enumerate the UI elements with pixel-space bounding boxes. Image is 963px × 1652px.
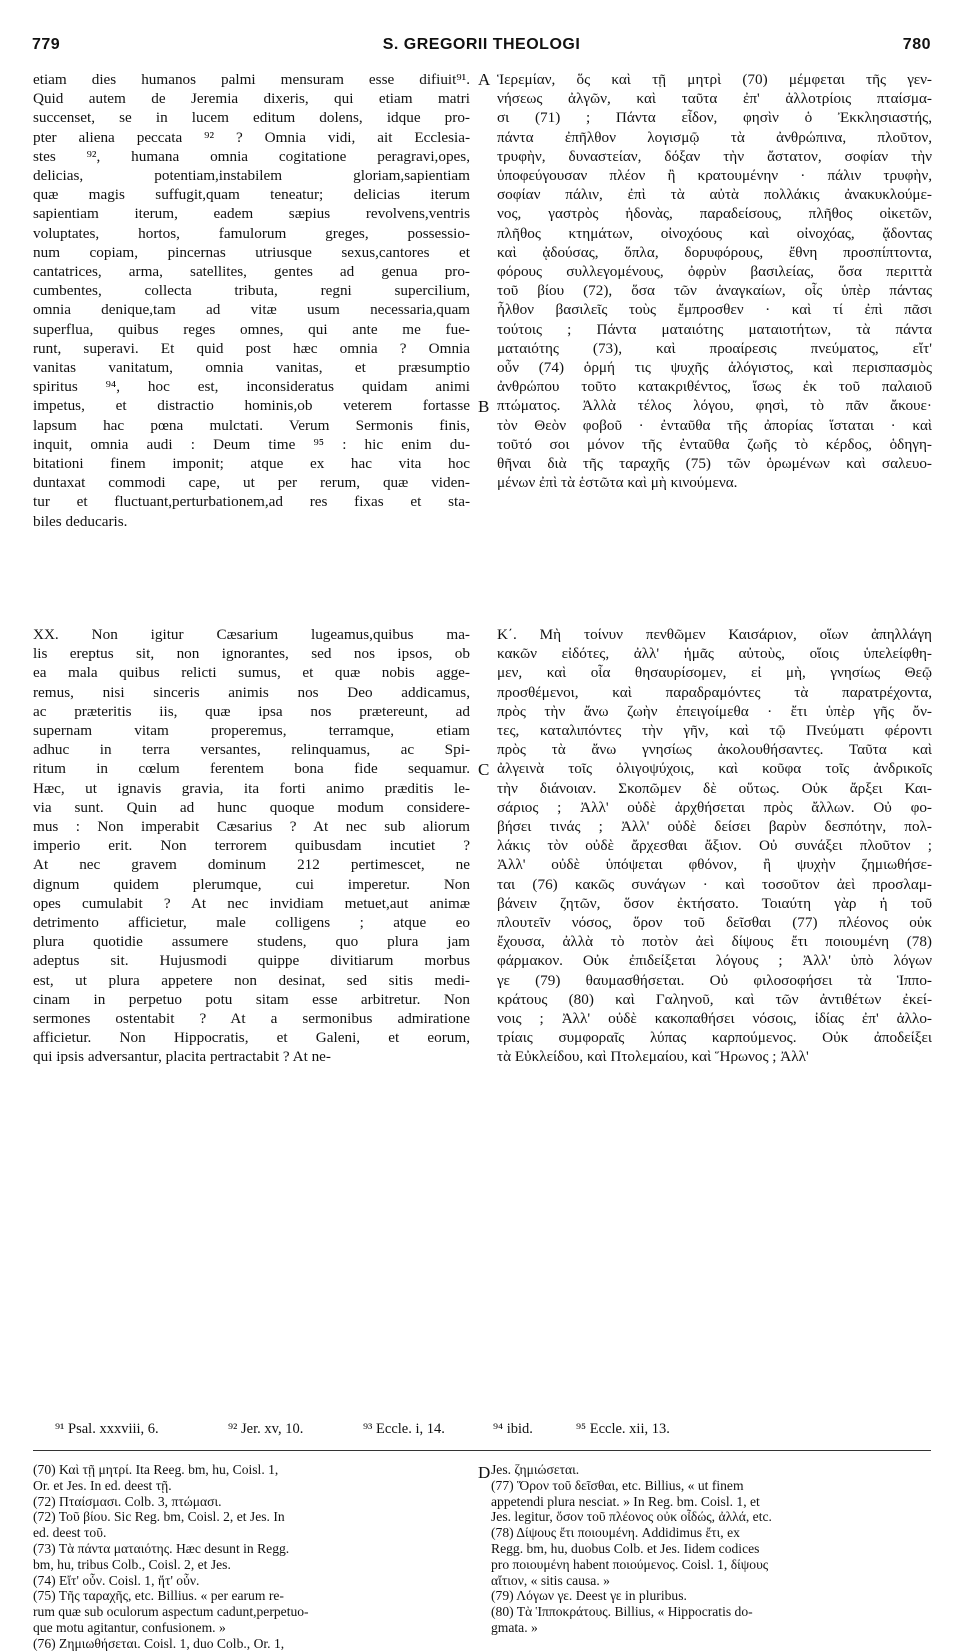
text-line: est, ut plura appetere non desinat, sed sitis medi-: [33, 971, 470, 989]
text-line: (72) Πταίσμασι. Colb. 3, πτώμασι.: [33, 1493, 222, 1509]
text-line: Jes. ζημιώσεται.: [491, 1462, 580, 1477]
text-line: τούτοις ; Πάντα ματαιότης ματαιοτήτων, τὰ πάντα: [497, 320, 932, 338]
text-line: imperio erit. Non terrorem quibusdam incutiet ?: [33, 837, 470, 855]
text-line: XX. Non igitur Cæsarium lugeamus,quibus ma-: [33, 626, 470, 643]
text-line: succenset, se in lucem editum dolens, idque pro-: [33, 109, 470, 127]
scripture-ref: ⁹² Jer. xv, 10.: [228, 1421, 304, 1437]
text-line: delicias, potentiam,instabilem gloriam,sapientiam: [33, 167, 470, 185]
text-line: ἀλγεινὰ τοῖς ὀλιγοψύχοις, καὶ κοῦφα τοῖς ἀνδρικοῖς: [497, 760, 932, 778]
text-line: num copiam, pincernas utriusque sexus,cantores et: [33, 243, 470, 261]
text-line: inquit, omnia audi : Deum time ⁹⁵ : hic enim du-: [33, 435, 470, 453]
page-number-right: 780: [902, 36, 931, 53]
greek-column-top: [497, 70, 932, 492]
text-line: remus, nisi sinceris animis nos Deo addicamus,: [33, 683, 470, 701]
text-line: ac præteritis iis, quæ ipsa nos prætereunt, ad: [33, 702, 470, 720]
text-line: αἴτιον, « sitis causa. »: [491, 1572, 610, 1588]
text-line: cinam in perpetuo potu sitam esse arbitretur. Non: [33, 990, 470, 1008]
text-line: (72) Τοῦ βίου. Sic Reg. bm, Coisl. 2, et Jes. In: [33, 1509, 285, 1525]
text-line: pro ποιουμένη habent ποιούμενος. Coisl. 1, δίψους: [491, 1556, 769, 1572]
text-line: stes ⁹², humana omnia cogitatione peragravi,opes,: [33, 147, 470, 165]
scripture-ref: ⁹⁴ ibid.: [493, 1421, 533, 1437]
text-line: duntaxat commodi cape, ut per rerum, quæ viden-: [33, 474, 470, 492]
text-line: cumbentes, collecta tributa, regni supercilium,: [33, 282, 470, 300]
text-line: σι (71) ; Πάντα εἶδον, φησὶν ὁ Ἐκκλησιαστής,: [497, 109, 932, 127]
text-line: Ἀλλ' οὐδὲ ὑπόψεται φθόνον, ἢ ψυχὴν ζημιωθήσε-: [497, 856, 932, 874]
text-line: ται (76) κακῶς συνάγων · καὶ τοσοῦτον ἀεὶ προσλαμ-: [497, 875, 932, 893]
text-line: rum quæ sub oculorum aspectum cadunt,perpetuo-: [33, 1604, 309, 1620]
text-line: μένων ἐπὶ τὰ ἑστῶτα καὶ μὴ κινούμενα.: [497, 474, 738, 492]
text-line: Jes. legitur, ὅσον τοῦ πλέονος οὐκ οἶδώς, ἀλλά, etc.: [491, 1509, 772, 1525]
text-line: ed. deest τοῦ.: [33, 1525, 107, 1541]
margin-letter-c: C: [478, 760, 490, 779]
text-line: πλῆθος κτημάτων, οἰνοχόους καὶ οἰνοχόας, ᾄδοντας: [497, 224, 932, 242]
text-line: ἀνθρώπου τοῦτο κατακριθέντος, ἴσως ἐκ τοῦ παλαιοῦ: [497, 378, 932, 396]
text-line: adhuc in terra versantes, relinquamus, ac Spi-: [33, 741, 470, 759]
latin-column-bottom: [33, 625, 470, 1067]
text-line: σάριος ; Ἀλλ' οὐδὲ ἀρχθήσεται πρὸς ἄλλων. Οὐ φο-: [497, 798, 932, 816]
text-line: πάντα ἐπῆλθον λογισμῷ τὰ ἀνθρώπινα, πλοῦτον,: [497, 128, 932, 146]
text-line: sapientiam iterum, eadem sæpius revolvens,ventris: [33, 205, 470, 223]
text-line: θῆναι διὰ τῆς ταραχῆς (75) τῶν ὁρωμένων καὶ σαλευο-: [497, 455, 932, 473]
text-line: τοῦ βίου (72), ὅσα τῶν ἀναγκαίων, οἷς ὑπὲρ πάντας: [497, 282, 932, 300]
text-line: (70) Καὶ τῇ μητρί. Ita Reeg. bm, hu, Coisl. 1,: [33, 1462, 279, 1477]
text-line: detrimento afficietur, male colligens ; atque eo: [33, 914, 470, 932]
text-line: καὶ ᾀδούσας, ὅπλα, δορυφόρους, ἔθνη προσπίπτοντα,: [497, 243, 932, 261]
text-line: (77) Ὅρον τοῦ δεῖσθαι, etc. Billius, « ut finem: [491, 1477, 744, 1493]
text-line: impetus, et distractio hominis,ob veterem fortasse: [33, 397, 470, 415]
page-header: [32, 36, 931, 60]
text-line: (75) Τῆς ταραχῆς, etc. Billius. « per earum re-: [33, 1588, 284, 1604]
text-line: Regg. bm, hu, duobus Colb. et Jes. Iidem codices: [491, 1540, 760, 1556]
greek-column-bottom: [497, 625, 932, 1067]
critical-notes-right: [491, 1462, 931, 1636]
text-line: ea mala quibus relicti sumus, et quæ nobis agge-: [33, 664, 470, 682]
text-line: etiam dies humanos palmi mensuram esse difiuit⁹¹.: [33, 71, 470, 88]
text-line: At nec gravem dominum 212 pertimescet, ne: [33, 856, 470, 874]
text-line: bitationi finem imponit; atque ex hac vita hoc: [33, 455, 470, 473]
text-line: cantatrices, arma, satellites, gentes ad genua pro-: [33, 263, 470, 281]
text-line: νοις ; Ἀλλ' οὐδὲ κακοπαθήσει νόσοις, ἰδίας ἐπ' ἀλλο-: [497, 1010, 932, 1028]
text-line: tur et fluctuant,perturbationem,ad res fixas et sta-: [33, 493, 470, 511]
text-line: λάκις τὸν οὐδὲ ἄρχεσθαι ἄξιον. Οὐ συνάξει πλοῦτον ;: [497, 837, 932, 855]
text-line: νος, γαστρὸς ἡδονὰς, παραδείσους, πλῆθος οἰκετῶν,: [497, 205, 932, 223]
text-line: τρίαις συμφοραῖς λύπας καρπούμενος. Οὐκ ἀποδείξει: [497, 1029, 932, 1047]
text-line: Κ΄. Μὴ τοίνυν πενθῶμεν Καισάριον, οἵων ἀπηλλάγη: [497, 626, 932, 643]
text-line: que motu agitantur, confusionem. »: [33, 1619, 226, 1635]
text-line: πλουτεῖν νόσος, ὅρον τοῦ δεῖσθαι (77) πλέονος οὐκ: [497, 914, 932, 932]
text-line: lapsum hac pœna mulctati. Verum Sermonis finis,: [33, 416, 470, 434]
text-line: πρὸς τὰ ἄνω γνησίως ἀκολουθήσαντες. Ταῦτα καὶ: [497, 741, 932, 759]
text-line: γε (79) θαυμασθήσεται. Οὐ φιλοσοφήσει τὰ Ἱππο-: [497, 971, 932, 989]
text-line: ὑποφεύγουσαν πλέον ἢ κρατουμένην · πάλιν τρυφὴν,: [497, 167, 932, 185]
text-line: opes cumulabit ? At nec invidiam metuet,aut animæ: [33, 894, 470, 912]
page-number-left: 779: [32, 36, 61, 53]
text-line: lis ereptus sit, non ignorantes, sed nos ipsos, ob: [33, 645, 470, 663]
footnote-rule: [33, 1450, 931, 1451]
text-line: pter aliena peccata ⁹² ? Omnia vidi, ait Ecclesia-: [33, 128, 470, 146]
scripture-ref: ⁹¹ Psal. xxxviii, 6.: [55, 1421, 159, 1437]
text-line: mus : Non imperabit Cæsarius ? At nec sub aliorum: [33, 818, 470, 836]
text-line: μεν, καὶ οἷα θησαυρίσομεν, εἰ μὴ, γνησίως Θεῷ: [497, 664, 932, 682]
text-line: omnia denique,tam ad vitæ usum necessaria,quam: [33, 301, 470, 319]
text-line: qui ipsis adversantur, placita pertractabit ? At ne-: [33, 1048, 331, 1066]
text-line: τοῦτό σοι μόνον τῆς ἐνταῦθα ζωῆς τὸ κέρδος, ὁδηγη-: [497, 435, 932, 453]
margin-letter-d: D: [478, 1463, 491, 1482]
text-line: ματαιότης (73), καὶ προαίρεσις πνεύματος, εἴτ': [497, 339, 932, 357]
text-line: sermones ostentabit ? At a sermonibus admiratione: [33, 1010, 470, 1028]
text-line: Ἱερεμίαν, ὅς καὶ τῇ μητρὶ (70) μέμφεται τῆς γεν-: [497, 71, 932, 88]
text-line: (74) Εἴτ' οὖν. Coisl. 1, ἤτ' οὖν.: [33, 1572, 200, 1588]
text-line: τὴν διάνοιαν. Σκοπῶμεν δὲ οὕτως. Οὐκ ἄρξει Και-: [497, 779, 932, 797]
text-line: ritum in cœlum ferentem bona fide sequamur.: [33, 760, 470, 778]
text-line: φάρμακον. Οὐκ ἐπιδείξεται λόγους ; Ἀλλ' ὑπὸ λόγων: [497, 952, 932, 970]
text-line: adeptus sit. Hujusmodi quippe divitiarum morbus: [33, 952, 470, 970]
text-line: τρυφὴν, δυναστείαν, δόξαν τὴν ἄστατον, σοφίαν τὴν: [497, 147, 932, 165]
text-line: ἔχουσα, ἀλλὰ τὸ ποτὸν ἀεὶ δίψους ἔτι ποιουμένη (78): [497, 933, 932, 951]
text-line: vanitas vanitatum, omnia vanitas, et præsumptio: [33, 359, 470, 377]
text-line: οὖν (74) ὁρμή τις ψυχῆς ἀλόγιστος, καὶ περισπασμὸς: [497, 359, 932, 377]
text-line: (78) Δίψους ἔτι ποιουμένη. Addidimus ἔτι, ex: [491, 1525, 740, 1541]
text-line: νήσεως ἀλγῶν, καὶ ταῦτα ἐπ' ἀλλοτρίοις πταίσμα-: [497, 90, 932, 108]
running-title: S. GREGORII THEOLOGI: [382, 36, 581, 53]
text-line: supernam vitam properemus, terramque, etiam: [33, 722, 470, 740]
text-line: spiritus ⁹⁴, hoc est, inconsideratus quidam animi: [33, 378, 470, 396]
text-line: via sunt. Quin ad hunc quoque modum considere-: [33, 798, 470, 816]
text-line: τες, καταλιπόντες τὴν γῆν, καὶ τῷ Πνεύματι φέροντι: [497, 722, 932, 740]
text-line: σοφίαν πάλιν, ἐπὶ τὰ αὐτὰ πολλάκις ἀνακυκλούμε-: [497, 186, 932, 204]
text-line: gmata. »: [491, 1619, 538, 1635]
text-line: ἦλθον βασιλεῖς τοὺς ἔμπροσθεν · καὶ τί ἐπὶ πᾶσι: [497, 301, 932, 319]
text-line: Or. et Jes. In ed. deest τῇ.: [33, 1477, 172, 1493]
text-line: afficietur. Non Hippocratis, et Galeni, et eorum,: [33, 1029, 470, 1047]
text-line: βάνειν ζητῶν, ὅσον ἐκτήσατο. Τοιαύτη γὰρ ἡ τοῦ: [497, 894, 932, 912]
text-line: κακῶν εἰδότες, ἀλλ' ἡμᾶς αὐτοὺς, οἵοις ὑπελείφθη-: [497, 645, 932, 663]
text-line: τὰ Εὐκλείδου, καὶ Πτολεμαίου, καὶ Ἥρωνος ; Ἀλλ': [497, 1048, 809, 1066]
text-line: bm, hu, tribus Colb., Coisl. 2, et Jes.: [33, 1556, 231, 1572]
text-line: runt, superavi. Et quid post hæc omnia ? Omnia: [33, 339, 470, 357]
text-line: biles deducaris.: [33, 512, 128, 530]
text-line: (79) Λόγων γε. Deest γε in pluribus.: [491, 1588, 687, 1604]
margin-letter-b: B: [478, 397, 490, 416]
text-line: superflua, quibus reges omnes, qui ante me fue-: [33, 320, 470, 338]
critical-notes-left: [33, 1462, 473, 1652]
text-line: (76) Ζημιωθήσεται. Coisl. 1, duo Colb., Or. 1,: [33, 1635, 285, 1651]
text-line: dignum quidem plerumque, cui imperetur. Non: [33, 875, 470, 893]
text-line: Quid autem de Jeremia dixeris, qui etiam matri: [33, 90, 470, 108]
text-line: (73) Τὰ πάντα ματαιότης. Hæc desunt in Regg.: [33, 1540, 290, 1556]
latin-column-top: [33, 70, 470, 531]
text-line: πρὸς τὴν ἄνω ζωὴν ἐπειγοίμεθα · ἔτι ὑπὲρ γῆς ὄν-: [497, 702, 932, 720]
text-line: quæ magis suffugit,quam teneatur; delicias iterum: [33, 186, 470, 204]
text-line: κράτους (80) καὶ Γαληνοῦ, καὶ τῶν ἀντιθέτων ἐκεί-: [497, 990, 932, 1008]
text-line: (80) Τὰ Ἱπποκράτους. Billius, « Hippocratis do-: [491, 1604, 753, 1620]
scripture-ref: ⁹³ Eccle. i, 14.: [363, 1421, 445, 1437]
text-line: βήσει τινάς ; Ἀλλ' οὐδὲ δείσει βαρὺν δεσπότην, πολ-: [497, 818, 932, 836]
text-line: voluptates, hortos, famulorum greges, possessio-: [33, 224, 470, 242]
margin-letter-a: A: [478, 70, 491, 89]
text-line: appetendi plura nesciat. » In Reg. bm. Coisl. 1, et: [491, 1493, 760, 1509]
text-line: φόρους συλλεγομένους, ὀφρὺν βασιλείας, ὅσα περιττὰ: [497, 263, 932, 281]
text-line: προσθέμενοι, καὶ παραδραμόντες τὰ παρατρέχοντα,: [497, 683, 932, 701]
scripture-ref: ⁹⁵ Eccle. xii, 13.: [576, 1421, 670, 1437]
text-line: plura quotidie assumere studens, quo plura jam: [33, 933, 470, 951]
text-line: πτώματος. Ἀλλὰ τέλος λόγου, φησὶ, τὸ πᾶν ἄκουε·: [497, 397, 932, 415]
text-line: Hæc, ut ignavis gravia, ita forti animo præditis le-: [33, 779, 470, 797]
text-line: τὸν Θεὸν φοβοῦ · ἐνταῦθα τῆς ἀπορίας ἵσταται · καὶ: [497, 416, 932, 434]
